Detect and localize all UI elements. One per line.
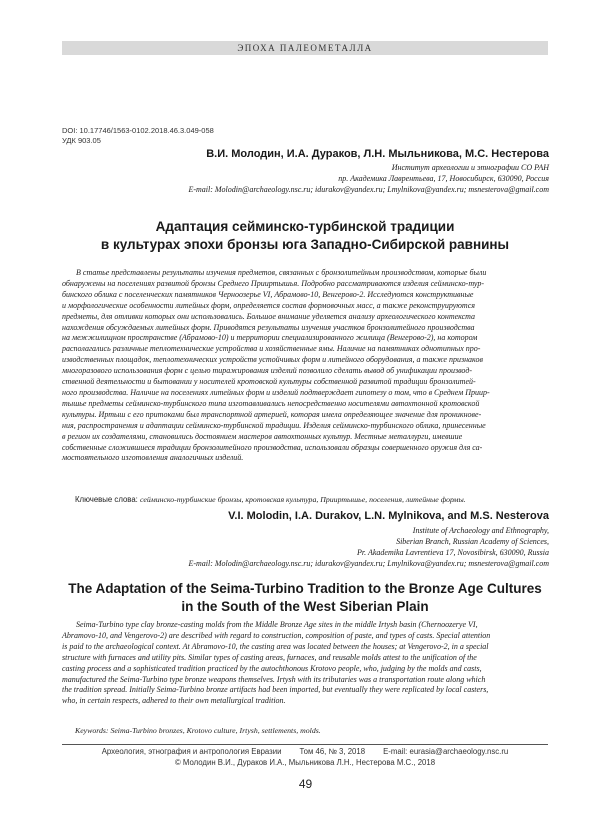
abstract-en xyxy=(62,620,548,707)
title-en-line: in the South of the West Siberian Plain xyxy=(181,599,429,614)
keywords-label: Ключевые слова: xyxy=(75,495,138,504)
doi: DOI: 10.17746/1563-0102.2018.46.3.049-058 xyxy=(62,126,214,135)
abstract-line: в регион их создателями, становились достоянием мастеров автохтонных культур. Местные металлурги, имевшие xyxy=(62,431,463,441)
abstract-line: Seima-Turbino type clay bronze-casting molds from the Middle Bronze Age sites in the middle Irtysh basin (Chernoozerye VI, xyxy=(76,620,478,629)
emails-en: E-mail: Molodin@archaeology.nsc.ru; idurakov@yandex.ru; Lmylnikova@yandex.ru; msnesterova@gmail.com xyxy=(188,559,549,568)
abstract-line: who, in certain respects, adhered to their own metallurgical tradition. xyxy=(62,696,286,706)
affiliation-en-line: Siberian Branch, Russian Academy of Sciences, xyxy=(396,537,549,546)
title-ru xyxy=(62,218,548,254)
title-en-line: The Adaptation of the Seima-Turbino Tradition to the Bronze Age Cultures xyxy=(68,581,542,596)
journal-volume: Том 46, № 3, 2018 xyxy=(299,747,366,756)
abstract-line: нахождения обсуждаемых литейных форм. Приводятся результаты изучения участков бронзолитейного производства xyxy=(62,322,475,332)
abstract-line: располагались различные теплотехнические устройства и хозяйственные ямы. Наличие на памятниках однотипных про- xyxy=(62,344,481,354)
abstract-line: собственные сложившиеся традиции бронзолитейного производства, использовали образцы совершенного оружия для са- xyxy=(62,442,483,452)
keywords-ru xyxy=(75,495,466,505)
abstract-line: ного производства. Наличие на поселениях литейных форм и изделий подтверждает гипотезу о том, что в Среднем Приир- xyxy=(62,387,490,397)
abstract-line: тышье предметы сейминско-турбинского типа изготавливались непосредственно носителями автохтонной кротовской xyxy=(62,398,480,408)
abstract-line: мостоятельного изготовления аналогичных изделий. xyxy=(62,453,244,463)
abstract-line: многоразового использования форм с целью тиражирования изделий позволило сделать вывод об унификации производ- xyxy=(62,366,473,376)
abstract-line: предметы, для отливки которых они использовались. Большое внимание уделяется анализу археологического контекста xyxy=(62,311,476,321)
abstract-line: культуры. Иртыш с его притоками был транспортной артерией, которая имела определяющее значение для проникнове- xyxy=(62,409,482,419)
abstract-line: structure with furnaces and utility pits. Similar types of casting areas, furnaces, and reusable molds attest to the unification of the xyxy=(62,652,477,662)
authors-en: V.I. Molodin, I.A. Durakov, L.N. Mylnikova, and M.S. Nesterova xyxy=(228,510,549,522)
journal-name: Археология, этнография и антропология Евразии xyxy=(101,747,282,756)
affiliation-en xyxy=(188,525,549,569)
abstract-line: manufactured the Seima-Turbino type bronze weapons themselves. Irtysh with its tributaries was a transportation route along which xyxy=(62,674,486,684)
journal-email: E-mail: eurasia@archaeology.nsc.ru xyxy=(383,747,509,756)
abstract-line: is paid to the archaeological context. At Abramovo-10, the casting area was located between the houses; at Vengerovo-2, in a special xyxy=(62,641,489,651)
section-header: ЭПОХА ПАЛЕОМЕТАЛЛА xyxy=(62,41,548,55)
title-en xyxy=(62,580,548,616)
journal-footer xyxy=(62,747,548,756)
page-number: 49 xyxy=(298,777,313,791)
affiliation-ru xyxy=(188,162,549,195)
abstract-line: изводственных площадок, теплотехнических устройств устойчивых форм и литейного оборудования, а также признаков xyxy=(62,355,483,365)
abstract-line: the tradition spread. Initially Seima-Turbino bronze artifacts had been imported, but eventually they were replicated by local casters, xyxy=(62,685,489,695)
abstract-line: на межжилищном пространстве (Абрамово-10) и территории специализированного жилища (Венгерово-2), на котором xyxy=(62,333,478,343)
affiliation-en-line: Pr. Akademika Lavrentieva 17, Novosibirsk, 630090, Russia xyxy=(357,548,549,557)
authors-ru: В.И. Молодин, И.А. Дураков, Л.Н. Мыльникова, М.С. Нестерова xyxy=(206,148,549,160)
abstract-line: Abramovo-10, and Vengerovo-2) are described with regard to construction, composition of paste, and types of casts. Special attention xyxy=(62,630,491,640)
abstract-line: casting process and a sophisticated tradition practiced by the autochthonous Krotovo people, who, judging by the molds and casts, xyxy=(62,663,482,673)
abstract-line: и морфологические особенности литейных форм, определяется состав формовочных масс, а также реконструируются xyxy=(62,300,475,310)
affiliation-ru-line: Институт археологии и этнографии СО РАН xyxy=(391,163,549,172)
footer-divider xyxy=(62,744,548,745)
affiliation-ru-line: пр. Академика Лаврентьева, 17, Новосибирск, 630090, Россия xyxy=(338,174,549,183)
copyright: © Молодин В.И., Дураков И.А., Мыльникова Л.Н., Нестерова М.С., 2018 xyxy=(174,758,436,767)
abstract-line: ния, распространения и адаптации сейминско-турбинской традиции. Изделия сейминско-турбинского облика, принесенные xyxy=(62,420,486,430)
title-ru-line: в культурах эпохи бронзы юга Западно-Сибирской равнины xyxy=(100,237,510,252)
abstract-line: обнаружены на поселениях развитой бронзы Среднего Прииртышья. Подробно рассматриваются изделия сейминско-тур- xyxy=(62,278,485,288)
abstract-line: бинского облика с поселенческих памятников Черноозерье VI, Абрамово-10, Венгерово-2. Исследуются конструктивные xyxy=(62,289,474,299)
title-ru-line: Адаптация сейминско-турбинской традиции xyxy=(155,219,455,234)
abstract-ru xyxy=(62,268,548,464)
keywords-value: сейминско-турбинские бронзы, кротовская культура, Прииртышье, поселения, литейные формы. xyxy=(140,495,466,504)
udk: УДК 903.05 xyxy=(62,136,101,145)
abstract-line: ственной деятельности и бытовании у носителей кротовской культуры собственной развитой традиции бронзолитей- xyxy=(62,377,476,387)
affiliation-en-line: Institute of Archaeology and Ethnography, xyxy=(412,526,549,535)
abstract-line: В статье представлены результаты изучения предметов, связанных с бронзолитейным производством, которые были xyxy=(76,268,487,277)
emails-ru: E-mail: Molodin@archaeology.nsc.ru; idurakov@yandex.ru; Lmylnikova@yandex.ru; msnesterova@gmail.com xyxy=(188,185,549,194)
keywords-en: Keywords: Seima-Turbino bronzes, Krotovo culture, Irtysh, settlements, molds. xyxy=(75,726,321,735)
